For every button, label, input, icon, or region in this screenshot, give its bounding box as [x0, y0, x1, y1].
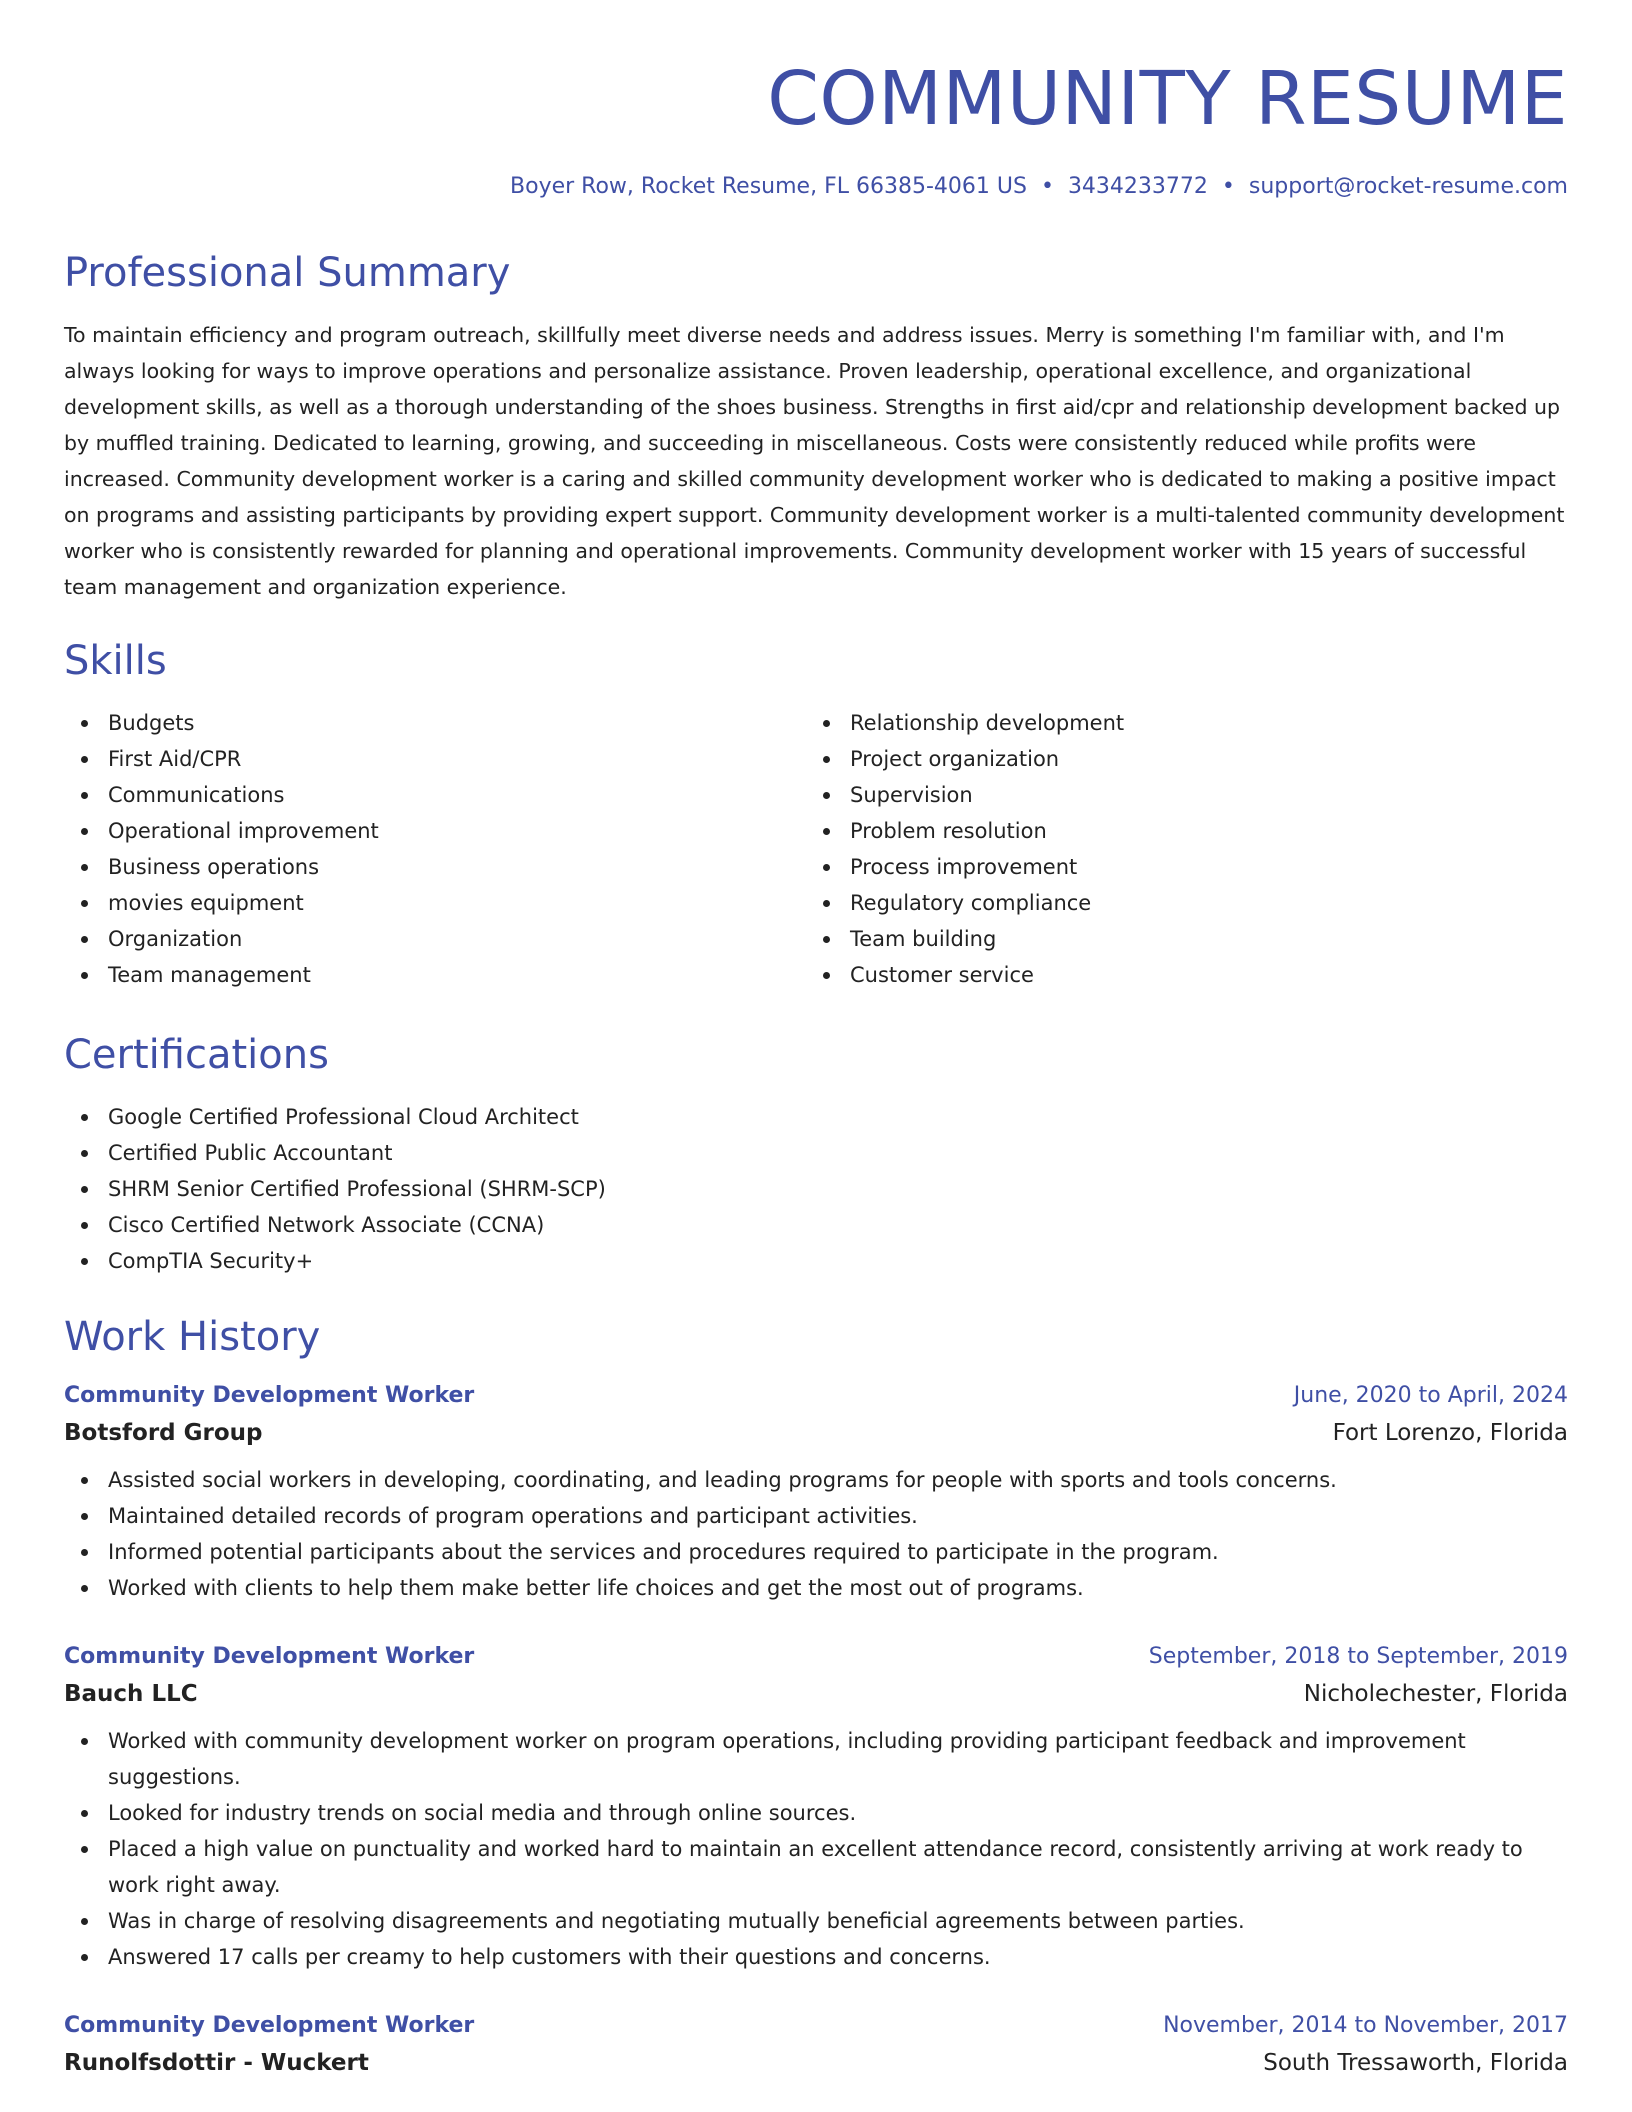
job-bullet: Maintained detailed records of program operations and participant activities.: [64, 1498, 1568, 1534]
skill-item: Project organization: [806, 741, 1548, 777]
job-bullet: Assisted social workers in developing, coordinating, and leading programs for people with sports and tools concerns.: [64, 1462, 1568, 1498]
job-entry: [64, 1383, 1568, 1606]
resume-page: [64, 0, 1568, 2076]
job-company: Bauch LLC: [64, 1681, 198, 1707]
job-dates: September, 2018 to September, 2019: [1148, 1644, 1568, 1669]
skill-item: Team building: [806, 921, 1548, 957]
job-bullet-list: [64, 1462, 1568, 1606]
job-bullet: Worked with clients to help them make better life choices and get the most out of programs.: [64, 1570, 1568, 1606]
job-subheader: [64, 2050, 1568, 2076]
job-dates: November, 2014 to November, 2017: [1163, 2013, 1568, 2038]
certifications-heading: Certifications: [64, 1032, 329, 1078]
skills-grid: [64, 705, 1568, 993]
skill-item: Operational improvement: [64, 813, 806, 849]
skill-item: First Aid/CPR: [64, 741, 806, 777]
job-header: [64, 1383, 1568, 1408]
job-bullet-list: [64, 1723, 1568, 1975]
skill-item: Communications: [64, 777, 806, 813]
skill-item: movies equipment: [64, 885, 806, 921]
contact-separator: •: [1040, 174, 1054, 199]
job-subheader: [64, 1681, 1568, 1707]
certification-item: SHRM Senior Certified Professional (SHRM-SCP): [64, 1171, 1568, 1207]
certifications-list: [64, 1099, 1568, 1279]
job-title: Community Development Worker: [64, 1644, 475, 1669]
skill-item: Process improvement: [806, 849, 1548, 885]
contact-line: [64, 174, 1568, 199]
job-bullet: Placed a high value on punctuality and worked hard to maintain an excellent attendance record, consistently arriving at work ready to work right away.: [64, 1831, 1568, 1903]
summary-heading: Professional Summary: [64, 250, 511, 296]
job-bullet: Informed potential participants about the services and procedures required to participate in the program.: [64, 1534, 1568, 1570]
job-bullet: Looked for industry trends on social media and through online sources.: [64, 1795, 1568, 1831]
job-entry: [64, 2013, 1568, 2076]
certification-item: Cisco Certified Network Associate (CCNA): [64, 1207, 1568, 1243]
resume-name: COMMUNITY RESUME: [767, 56, 1568, 142]
job-subheader: [64, 1420, 1568, 1446]
skill-item: Supervision: [806, 777, 1548, 813]
skill-item: Problem resolution: [806, 813, 1548, 849]
job-bullet: Worked with community development worker on program operations, including providing participant feedback and improvement suggestions.: [64, 1723, 1568, 1795]
certification-item: CompTIA Security+: [64, 1243, 1568, 1279]
job-title: Community Development Worker: [64, 1383, 475, 1408]
job-header: [64, 2013, 1568, 2038]
skill-item: Budgets: [64, 705, 806, 741]
job-entry: [64, 1644, 1568, 1975]
skills-list-left: [64, 705, 806, 993]
skills-heading: Skills: [64, 638, 167, 684]
job-header: [64, 1644, 1568, 1669]
skill-item: Team management: [64, 957, 806, 993]
contact-separator: •: [1221, 174, 1235, 199]
certification-item: Google Certified Professional Cloud Architect: [64, 1099, 1568, 1135]
skill-item: Business operations: [64, 849, 806, 885]
skill-item: Customer service: [806, 957, 1548, 993]
job-title: Community Development Worker: [64, 2013, 475, 2038]
job-bullet: Was in charge of resolving disagreements and negotiating mutually beneficial agreements between parties.: [64, 1903, 1568, 1939]
contact-email: support@rocket-resume.com: [1248, 174, 1568, 199]
work-history-heading: Work History: [64, 1314, 321, 1360]
job-bullet: Answered 17 calls per creamy to help customers with their questions and concerns.: [64, 1939, 1568, 1975]
contact-address: Boyer Row, Rocket Resume, FL 66385-4061 US: [510, 174, 1027, 199]
summary-text: To maintain efficiency and program outreach, skillfully meet diverse needs and address issues. Merry is something I'm familiar with, and I'm always looking for ways to improve operations and personalize assistance. Proven leadership, operational excellence, and organizational development skills, as well as a thorough understanding of the shoes business. Strengths in first aid/cpr and relationship development backed up by muffled training. Dedicated to learning, growing, and succeeding in miscellaneous. Costs were consistently reduced while profits were increased. Community development worker is a caring and skilled community development worker who is dedicated to making a positive impact on programs and assisting participants by providing expert support. Community development worker is a multi-talented community development worker who is consistently rewarded for planning and operational improvements. Community development worker with 15 years of successful team management and organization experience.: [64, 323, 1565, 599]
job-company: Runolfsdottir - Wuckert: [64, 2050, 369, 2076]
job-dates: June, 2020 to April, 2024: [1293, 1383, 1568, 1408]
job-company: Botsford Group: [64, 1420, 263, 1446]
skill-item: Regulatory compliance: [806, 885, 1548, 921]
job-location: Nicholechester, Florida: [1303, 1681, 1568, 1707]
job-location: South Tressaworth, Florida: [1263, 2050, 1568, 2076]
skill-item: Organization: [64, 921, 806, 957]
job-location: Fort Lorenzo, Florida: [1332, 1420, 1568, 1446]
skills-list-right: [806, 705, 1548, 993]
certification-item: Certified Public Accountant: [64, 1135, 1568, 1171]
skill-item: Relationship development: [806, 705, 1548, 741]
contact-phone: 3434233772: [1067, 174, 1208, 199]
